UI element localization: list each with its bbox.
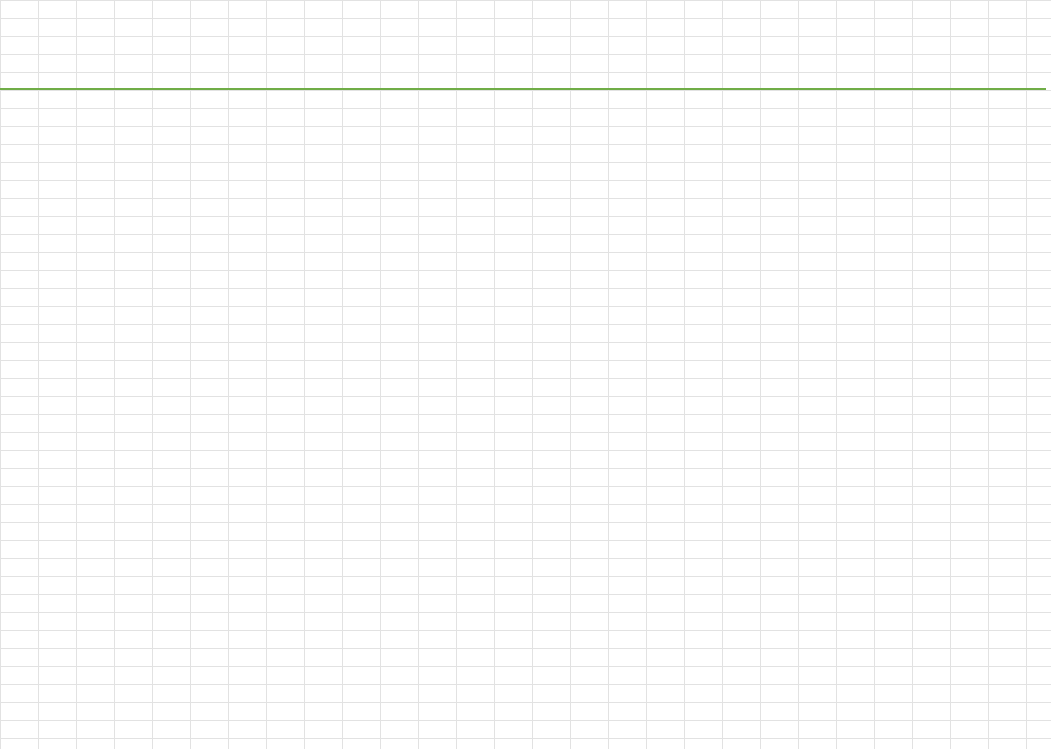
selection-line [0, 88, 1046, 90]
